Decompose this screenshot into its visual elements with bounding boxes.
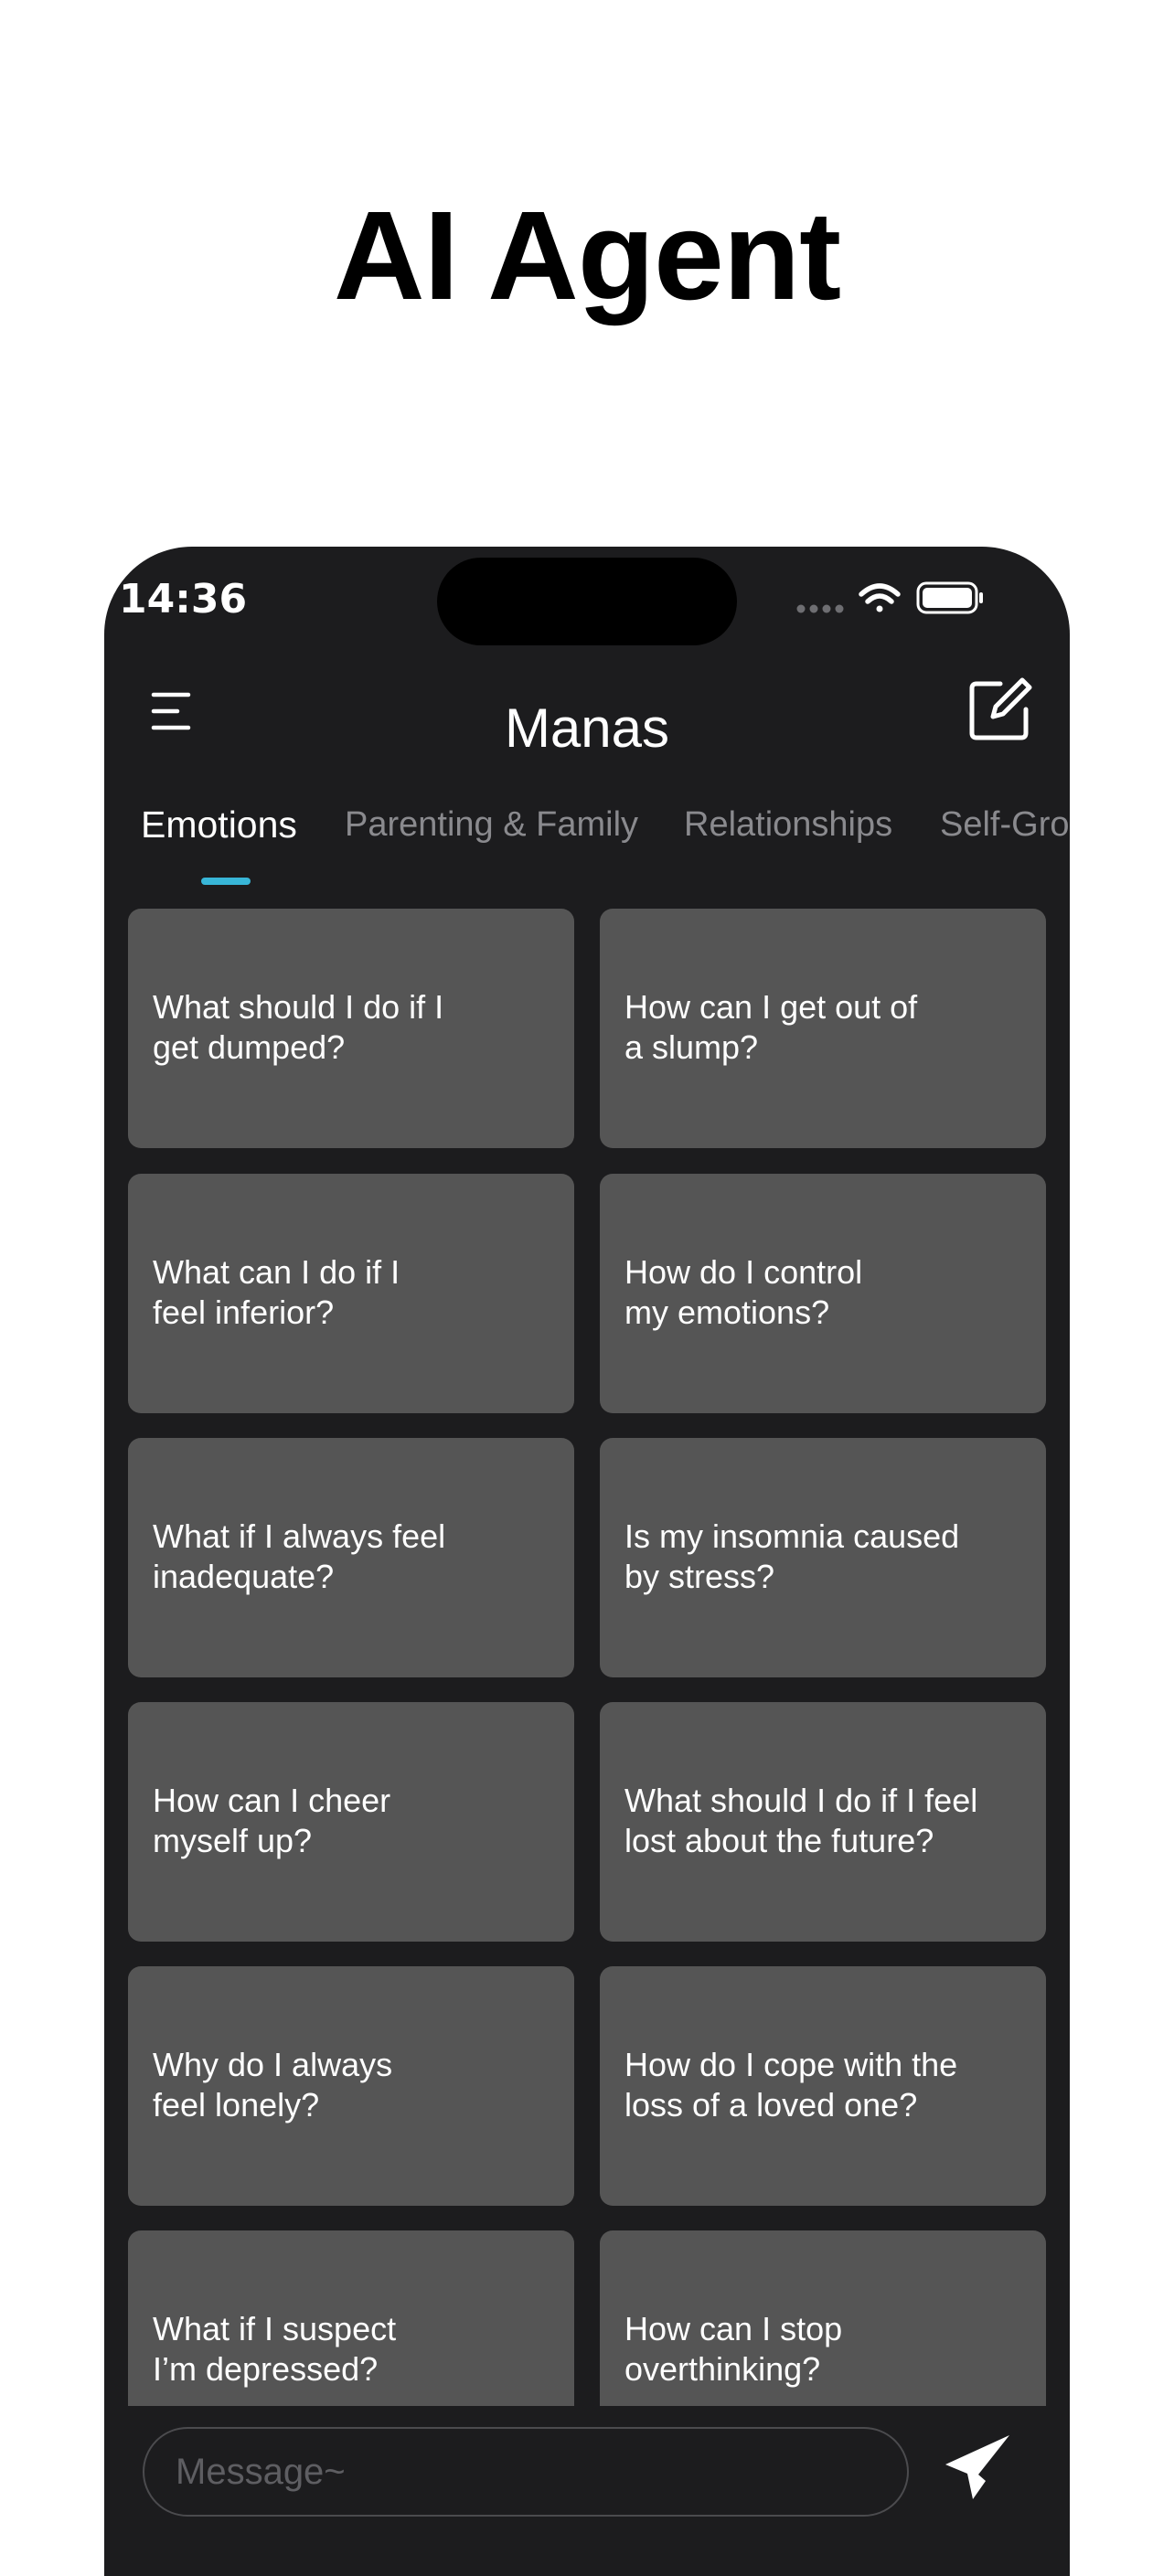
question-text: How do I control my emotions? [624, 1253, 863, 1331]
question-text: What if I suspect I’m depressed? [153, 2310, 397, 2388]
question-card[interactable] [600, 1438, 1046, 1677]
question-text: What should I do if I get dumped? [153, 988, 444, 1066]
question-card[interactable] [600, 1702, 1046, 1942]
battery-icon [918, 583, 983, 612]
question-card[interactable] [128, 1702, 574, 1942]
question-text: What can I do if I feel inferior? [153, 1253, 400, 1331]
question-text: What should I do if I feel lost about the future? [624, 1782, 978, 1859]
tab-parenting-family[interactable]: Parenting & Family [345, 805, 639, 844]
new-chat-button[interactable] [966, 676, 1033, 744]
question-card[interactable] [128, 1174, 574, 1413]
question-card[interactable] [128, 2230, 574, 2406]
question-card[interactable] [128, 1966, 574, 2206]
wifi-icon [861, 586, 898, 612]
question-text: How do I cope with the loss of a loved one? [624, 2046, 958, 2124]
category-tabs [104, 793, 1070, 894]
status-icons [795, 576, 987, 623]
signal-dots-icon [797, 605, 844, 613]
status-time: 14:36 [119, 576, 248, 623]
app-title: Manas [504, 697, 670, 759]
question-text: Is my insomnia caused by stress? [624, 1517, 960, 1595]
dynamic-island [437, 558, 737, 645]
question-card[interactable] [600, 1966, 1046, 2206]
tab-self-growth[interactable]: Self-Gro [940, 805, 1070, 844]
question-text: How can I get out of a slump? [624, 988, 918, 1066]
question-text: How can I stop overthinking? [624, 2310, 843, 2388]
active-tab-indicator [201, 878, 251, 885]
question-card[interactable] [600, 909, 1046, 1148]
tab-emotions[interactable]: Emotions [141, 804, 297, 846]
question-card[interactable] [128, 1438, 574, 1677]
message-input[interactable] [143, 2427, 909, 2517]
question-card[interactable] [600, 1174, 1046, 1413]
promo-headline: AI Agent [333, 186, 841, 326]
compose-icon [972, 680, 1030, 738]
question-card[interactable] [600, 2230, 1046, 2406]
question-grid [128, 909, 1046, 2406]
question-card[interactable] [128, 909, 574, 1148]
tab-relationships[interactable]: Relationships [684, 805, 893, 844]
send-paper-plane-icon [945, 2435, 1009, 2499]
question-text: Why do I always feel lonely? [153, 2046, 393, 2124]
send-button[interactable] [942, 2432, 1015, 2505]
question-text: How can I cheer myself up? [153, 1782, 391, 1859]
question-text: What if I always feel inadequate? [153, 1517, 446, 1595]
